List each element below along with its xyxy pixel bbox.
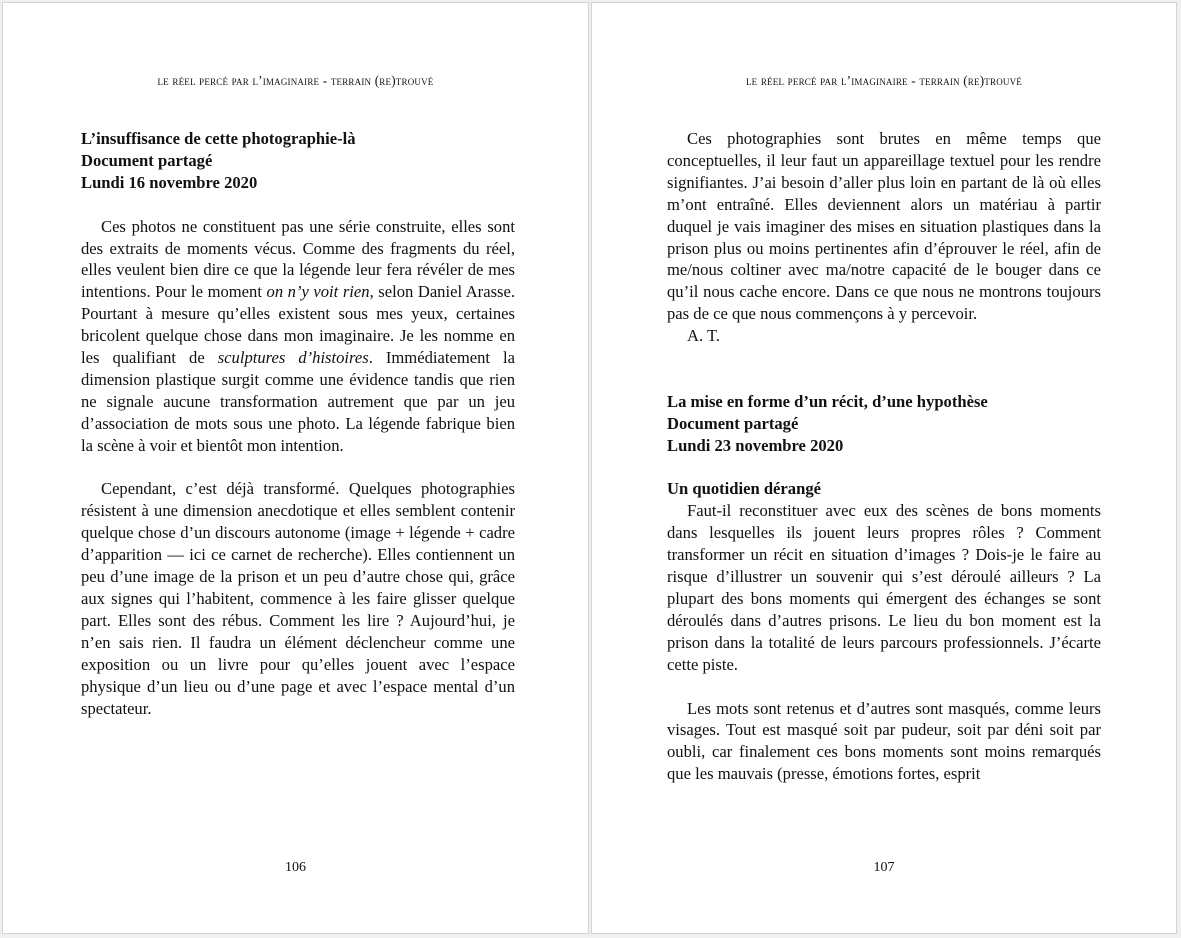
paragraph-text: Ces photos ne constituent pas une série construite, elles sont des extraits de moments vécus. Comme des fragments du réel, elles veulent bien dire ce que la légende leur fera révéler de mes intentions. Pour le moment	[81, 216, 515, 302]
left-page-body	[81, 128, 515, 719]
spacer	[667, 457, 1101, 479]
paragraph: Cependant, c’est déjà transformé. Quelques photographies résistent à une dimension anecdotique et elles semblent contenir quelque chose d’un discours autonome (image + légende + cadre d’apparition — ici ce carnet de recherche). Elles contiennent un peu d’une image de la prison et un peu d’autre chose qui, grâce aux signes qui l’habitent, commence à les faire glisser quelque part. Elles sont des rébus. Comment les lire ? Aujourd’hui, je n’en sais rien. Il faudra un élément déclencheur comme une exposition ou un livre pour qu’elles jouent avec l’espace physique d’un lieu ou d’une page et avec l’espace mental d’un spectateur.	[81, 479, 515, 718]
paragraph-text: , selon Daniel Arasse. Pourtant à mesure qu’elles existent sous mes yeux, certaines bricolent quelque chose dans mon imaginaire. Je les nomme en les qualifiant de	[81, 282, 516, 368]
paragraph: Les mots sont retenus et d’autres sont masqués, comme leurs visages. Tout est masqué soit par pudeur, soit par déni soit par oubli, car finalement ces bons moments sont moins remarqués que les mauvais (presse, émotions fortes, esprit	[667, 698, 1101, 784]
section-type: Document partagé	[667, 413, 799, 433]
spacer	[667, 347, 1101, 391]
spacer	[81, 194, 515, 216]
author-signature: A. T.	[687, 326, 721, 346]
section-date: Lundi 16 novembre 2020	[81, 172, 258, 192]
paragraph: Faut-il reconstituer avec eux des scènes de bons moments dans lesquelles ils jouent leurs propres rôles ? Comment transformer un récit en situation d’images ? Dois-je le faire au risque d’illustrer un souvenir qui s’est déroulé ailleurs ? La plupart des bons moments qui émergent des échanges se sont déroulés dans d’autres prisons. Le lieu du bon moment est la prison dans la totalité de leurs parcours professionnels. J’écarte cette piste.	[667, 501, 1101, 674]
italic-phrase: sculptures d’histoires	[217, 348, 369, 368]
section-type: Document partagé	[81, 150, 213, 170]
paragraph-text: . Immédiatement la dimension plastique surgit comme une évidence tandis que rien ne signale aucune transformation autrement que par un jeu d’association de mots sous une photo. La légende fabrique bien la scène à voir et bientôt mon intention.	[81, 348, 515, 455]
section-date: Lundi 23 novembre 2020	[667, 435, 844, 455]
page-number: 106	[285, 860, 306, 875]
paragraph	[81, 216, 515, 457]
italic-phrase: on n’y voit rien	[266, 282, 370, 302]
subheading: Un quotidien dérangé	[667, 479, 821, 499]
running-head: le réel percé par l’imaginaire - terrain (re)trouvé	[157, 73, 434, 88]
page-number: 107	[873, 860, 895, 875]
section-title: La mise en forme d’un récit, d’une hypothèse	[667, 391, 988, 411]
section-title: L’insuffisance de cette photographie-là	[81, 129, 356, 148]
left-page	[2, 2, 589, 934]
paragraph: Ces photographies sont brutes en même temps que conceptuelles, il leur faut un appareillage textuel pour les rendre signifiantes. J’ai besoin d’aller plus loin en partant de là où elles m’ont entraîné. Elles deviennent alors un matériau à partir duquel je vais imaginer des mises en situation plastiques dans la prison plus ou moins pertinentes afin d’éprouver le réel, afin de me/nous coltiner avec ma/notre capacité de le bouger dans ce qu’il nous cache encore. Dans ce que nous ne montrons toujours pas de ce que nous commençons à y percevoir.	[667, 129, 1101, 324]
spacer	[667, 676, 1101, 698]
right-page	[591, 2, 1177, 934]
right-page-body	[667, 128, 1101, 785]
spacer	[81, 457, 515, 479]
running-head: le réel percé par l’imaginaire - terrain (re)trouvé	[745, 73, 1022, 88]
